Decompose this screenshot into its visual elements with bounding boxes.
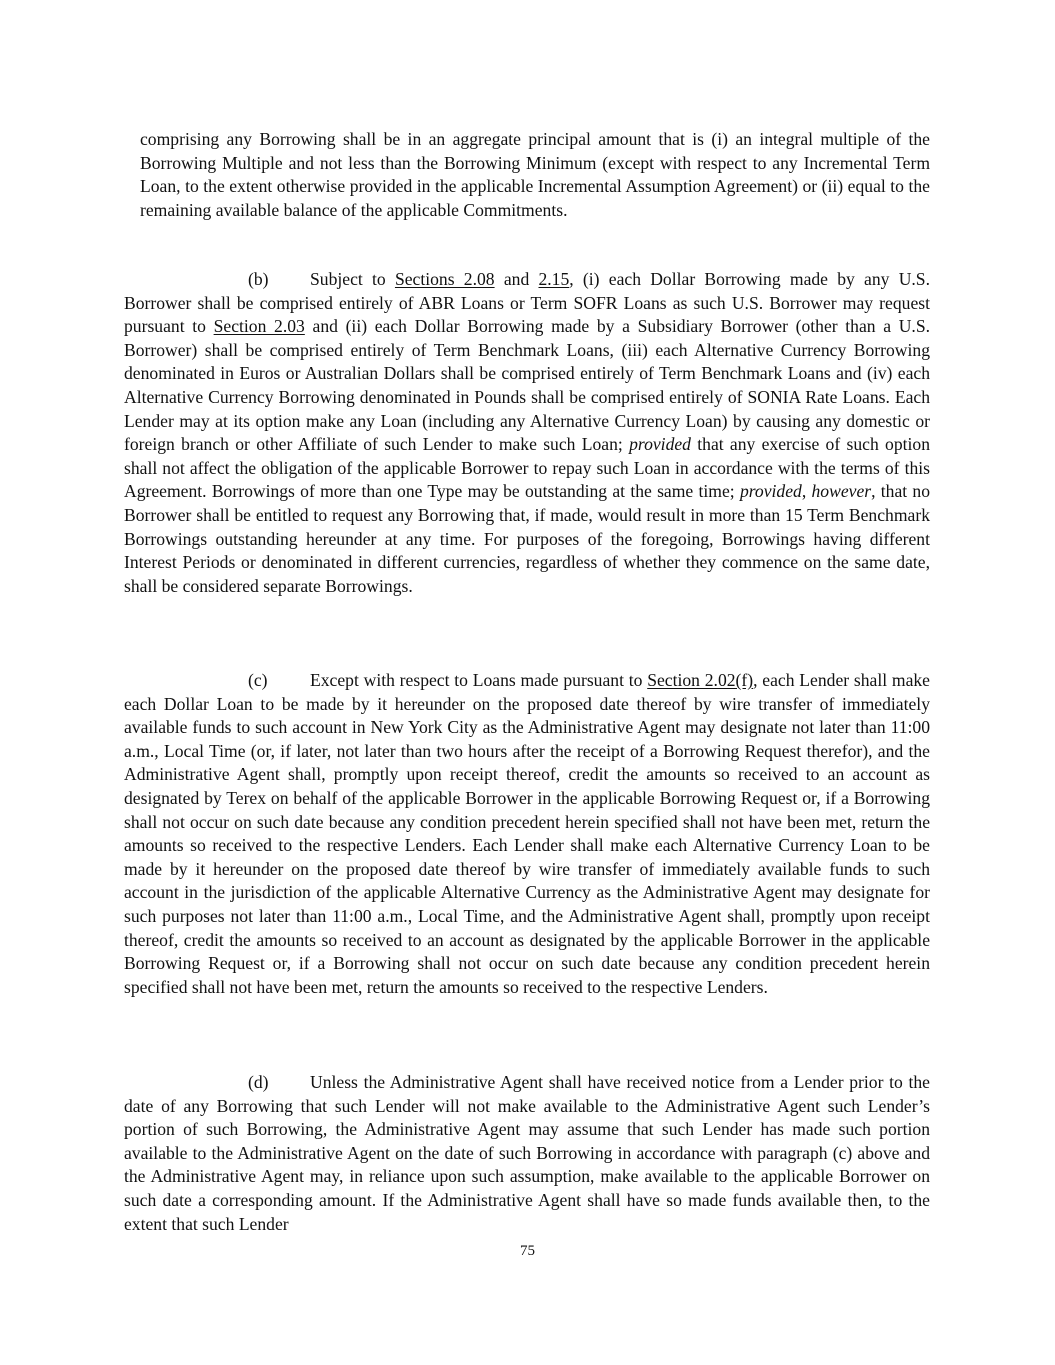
- section-2-08-reference: Sections 2.08: [394, 269, 495, 289]
- paragraph-b-text-4: and (ii) each Dollar Borrowing made by a Subsidiary Borrower (other than a U.S. Borrower) shall be comprised entirely of Term Benchmark Loans, (iii) each Alternative Currency Borrowing denominated in Euros or Australian Dollars shall be comprised entirely of Term Benchmark Loans and (iv) each Alternative Currency Borrowing denominated in Pounds shall be comprised entirely of SONIA Rate Loans. Each Lender may at its option make any Loan (including any Alternative Currency Loan) by causing any domestic or foreign branch or other Affiliate of such Lender to make such Loan;: [124, 316, 930, 455]
- paragraph-d-text-1: Unless the Administrative Agent shall have received notice from a Lender prior to the date of any Borrowing that such Lender will not make available to the Administrative Agent such Lender’s portion of such Borrowing, the Administrative Agent may assume that such Lender has made such portion available to the Administrative Agent on the date of such Borrowing in accordance with paragraph (c) above and the Administrative Agent may, in reliance upon such assumption, make available to the applicable Borrower on such date a corresponding amount. If the Administrative Agent shall have so made funds available then, to the extent that such Lender: [124, 1072, 930, 1234]
- paragraph-continuation: [140, 128, 930, 222]
- provided-emphasis: provided: [629, 434, 691, 455]
- paragraph-b-marker: (b): [248, 269, 269, 289]
- paragraph-b: [124, 268, 930, 598]
- page-number: 75: [520, 1243, 535, 1259]
- paragraph-b-text-5: that any exercise of such option shall not affect the obligation of the applicable Borrower to repay such Loan in accordance with the terms of this Agreement. Borrowings of more than one Type may be outstanding at the same time;: [124, 434, 930, 502]
- paragraph-b-text-3: , (i) each Dollar Borrowing made by any U.S. Borrower shall be comprised entirely of ABR Loans or Term SOFR Loans as such U.S. Borrower may request pursuant to: [124, 269, 930, 337]
- provided-emphasis: provided: [739, 481, 802, 502]
- section-2-15-reference: 2.15: [538, 269, 570, 289]
- paragraph-b-text-2: and: [494, 269, 539, 289]
- paragraph-c: [124, 669, 930, 999]
- paragraph-c-marker: (c): [248, 670, 268, 690]
- paragraph-d-marker: (d): [248, 1072, 269, 1092]
- paragraph-c-text-1: Except with respect to Loans made pursuant to: [310, 670, 648, 690]
- paragraph-c-text-2: , each Lender shall make each Dollar Loan to be made by it hereunder on the proposed date thereof by wire transfer of immediately available funds to such account in New York City as the Administrative Agent may designate not later than 11:00 a.m., Local Time (or, if later, not later than two hours after the receipt of a Borrowing Request therefor), and the Administrative Agent shall, promptly upon receipt thereof, credit the amounts so received to an account as designated by Terex on behalf of the applicable Borrower in the applicable Borrowing Request or, if a Borrowing shall not occur on such date because any condition precedent herein specified shall not have been met, return the amounts so received to the respective Lenders. Each Lender shall make each Alternative Currency Loan to be made by it hereunder on the proposed date thereof by wire transfer of immediately available funds to such account in the jurisdiction of the applicable Alternative Currency as the Administrative Agent may designate for such purposes not later than 11:00 a.m., Local Time, and the Administrative Agent shall, promptly upon receipt thereof, credit the amounts so received to an account as designated by the applicable Borrower in the applicable Borrowing Request or, if a Borrowing shall not occur on such date because any condition precedent herein specified shall not have been met, return the amounts so received to the respective Lenders.: [124, 670, 930, 997]
- section-2-03-reference: Section 2.03: [213, 316, 305, 337]
- however-emphasis: however: [811, 481, 872, 502]
- paragraph-b-text-1: Subject to: [310, 269, 395, 289]
- paragraph-b-text-7: , that no Borrower shall be entitled to request any Borrowing that, if made, would result in more than 15 Term Benchmark Borrowings outstanding hereunder at any time. For purposes of the foregoing, Borrowings having different Interest Periods or denominated in different currencies, regardless of whether they commence on the same date, shall be considered separate Borrowings.: [124, 481, 931, 596]
- section-2-02f-reference: Section 2.02(f): [647, 670, 754, 690]
- paragraph-b-text-6: ,: [801, 481, 812, 502]
- paragraph-a-text: comprising any Borrowing shall be in an aggregate principal amount that is (i) an integral multiple of the Borrowing Multiple and not less than the Borrowing Minimum (except with respect to any Incremental Term Loan, to the extent otherwise provided in the applicable Incremental Assumption Agreement) or (ii) equal to the remaining available balance of the applicable Commitments.: [140, 129, 930, 220]
- paragraph-d: [124, 1071, 930, 1236]
